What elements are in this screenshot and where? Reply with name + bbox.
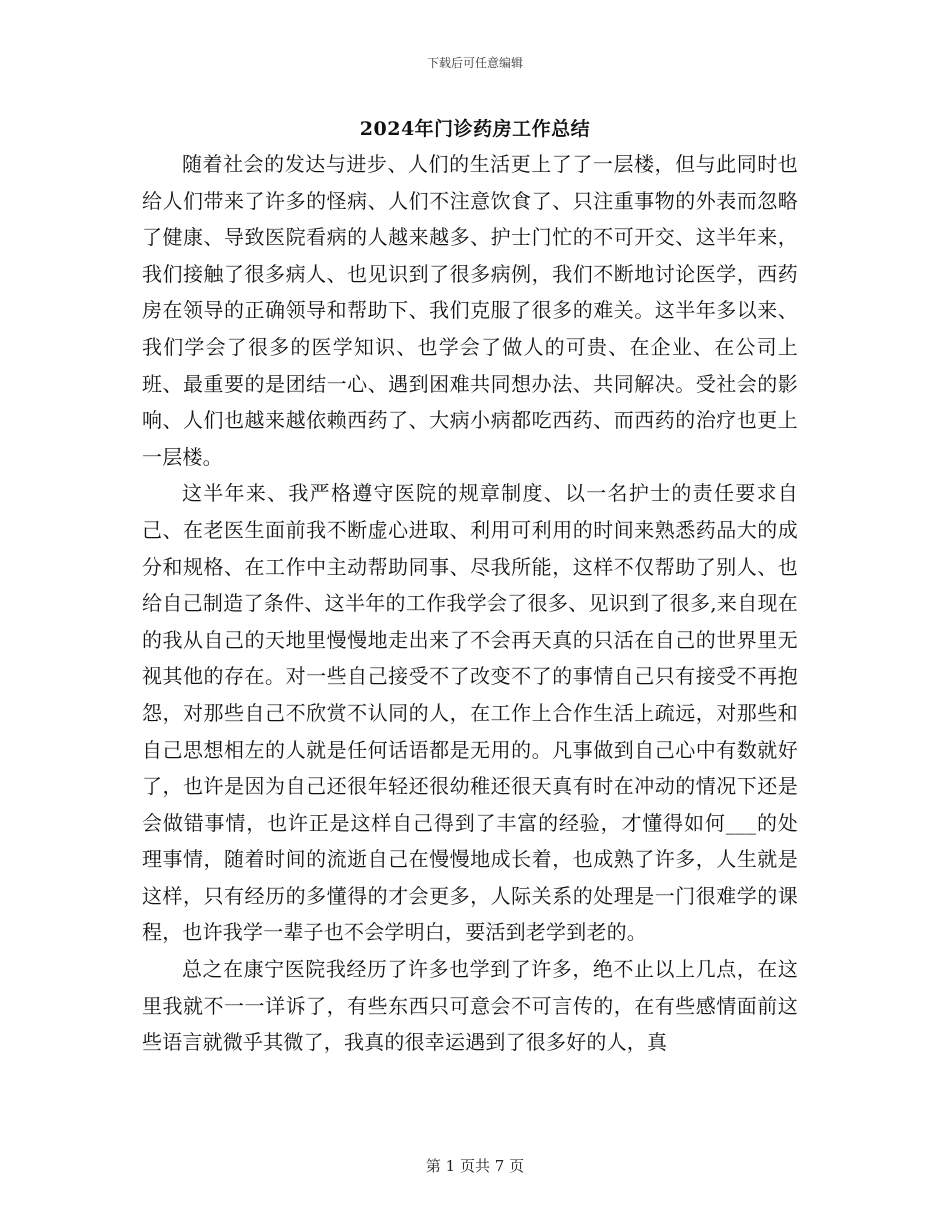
page-indicator: 第 1 页共 7 页	[425, 1157, 525, 1175]
document-body	[142, 146, 798, 1061]
paragraph-2: 这半年来、我严格遵守医院的规章制度、以一名护士的责任要求自己、在老医生面前我不断虚心进取、利用可利用的时间来熟悉药品大的成分和规格、在工作中主动帮助同事、尽我所能，这样不仅帮助了别人、也给自己制造了条件、这半年的工作我学会了很多、见识到了很多,来自现在的我从自己的天地里慢慢地走出来了不会再天真的只活在自己的世界里无视其他的存在。对一些自己接受不了改变不了的事情自己只有接受不再抱怨，对那些自己不欣赏不认同的人，在工作上合作生活上疏远，对那些和自己思想相左的人就是任何话语都是无用的。凡事做到自己心中有数就好了，也许是因为自己还很年轻还很幼稚还很天真有时在冲动的情况下还是会做错事情，也许正是这样自己得到了丰富的经验，才懂得如何___的处理事情，随着时间的流逝自己在慢慢地成长着，也成熟了许多，人生就是这样，只有经历的多懂得的才会更多，人际关系的处理是一门很难学的课程，也许我学一辈子也不会学明白，要活到老学到老的。	[142, 481, 798, 945]
paragraph-3: 总之在康宁医院我经历了许多也学到了许多，绝不止以上几点，在这里我就不一一详诉了，有些东西只可意会不可言传的，在有些感情面前这些语言就微乎其微了，我真的很幸运遇到了很多好的人，真	[142, 957, 798, 1055]
paragraph-1: 随着社会的发达与进步、人们的生活更上了了一层楼，但与此同时也给人们带来了许多的怪病、人们不注意饮食了、只注重事物的外表而忽略了健康、导致医院看病的人越来越多、护士门忙的不可开交、这半年来，我们接触了很多病人、也见识到了很多病例，我们不断地讨论医学，西药房在领导的正确领导和帮助下、我们克服了很多的难关。这半年多以来、我们学会了很多的医学知识、也学会了做人的可贵、在企业、在公司上班、最重要的是团结一心、遇到困难共同想办法、共同解决。受社会的影响、人们也越来越依赖西药了、大病小病都吃西药、而西药的治疗也更上一层楼。	[142, 152, 798, 469]
header-note: 下载后可任意编辑	[426, 56, 523, 70]
document-title: 2024年门诊药房工作总结	[359, 118, 591, 140]
